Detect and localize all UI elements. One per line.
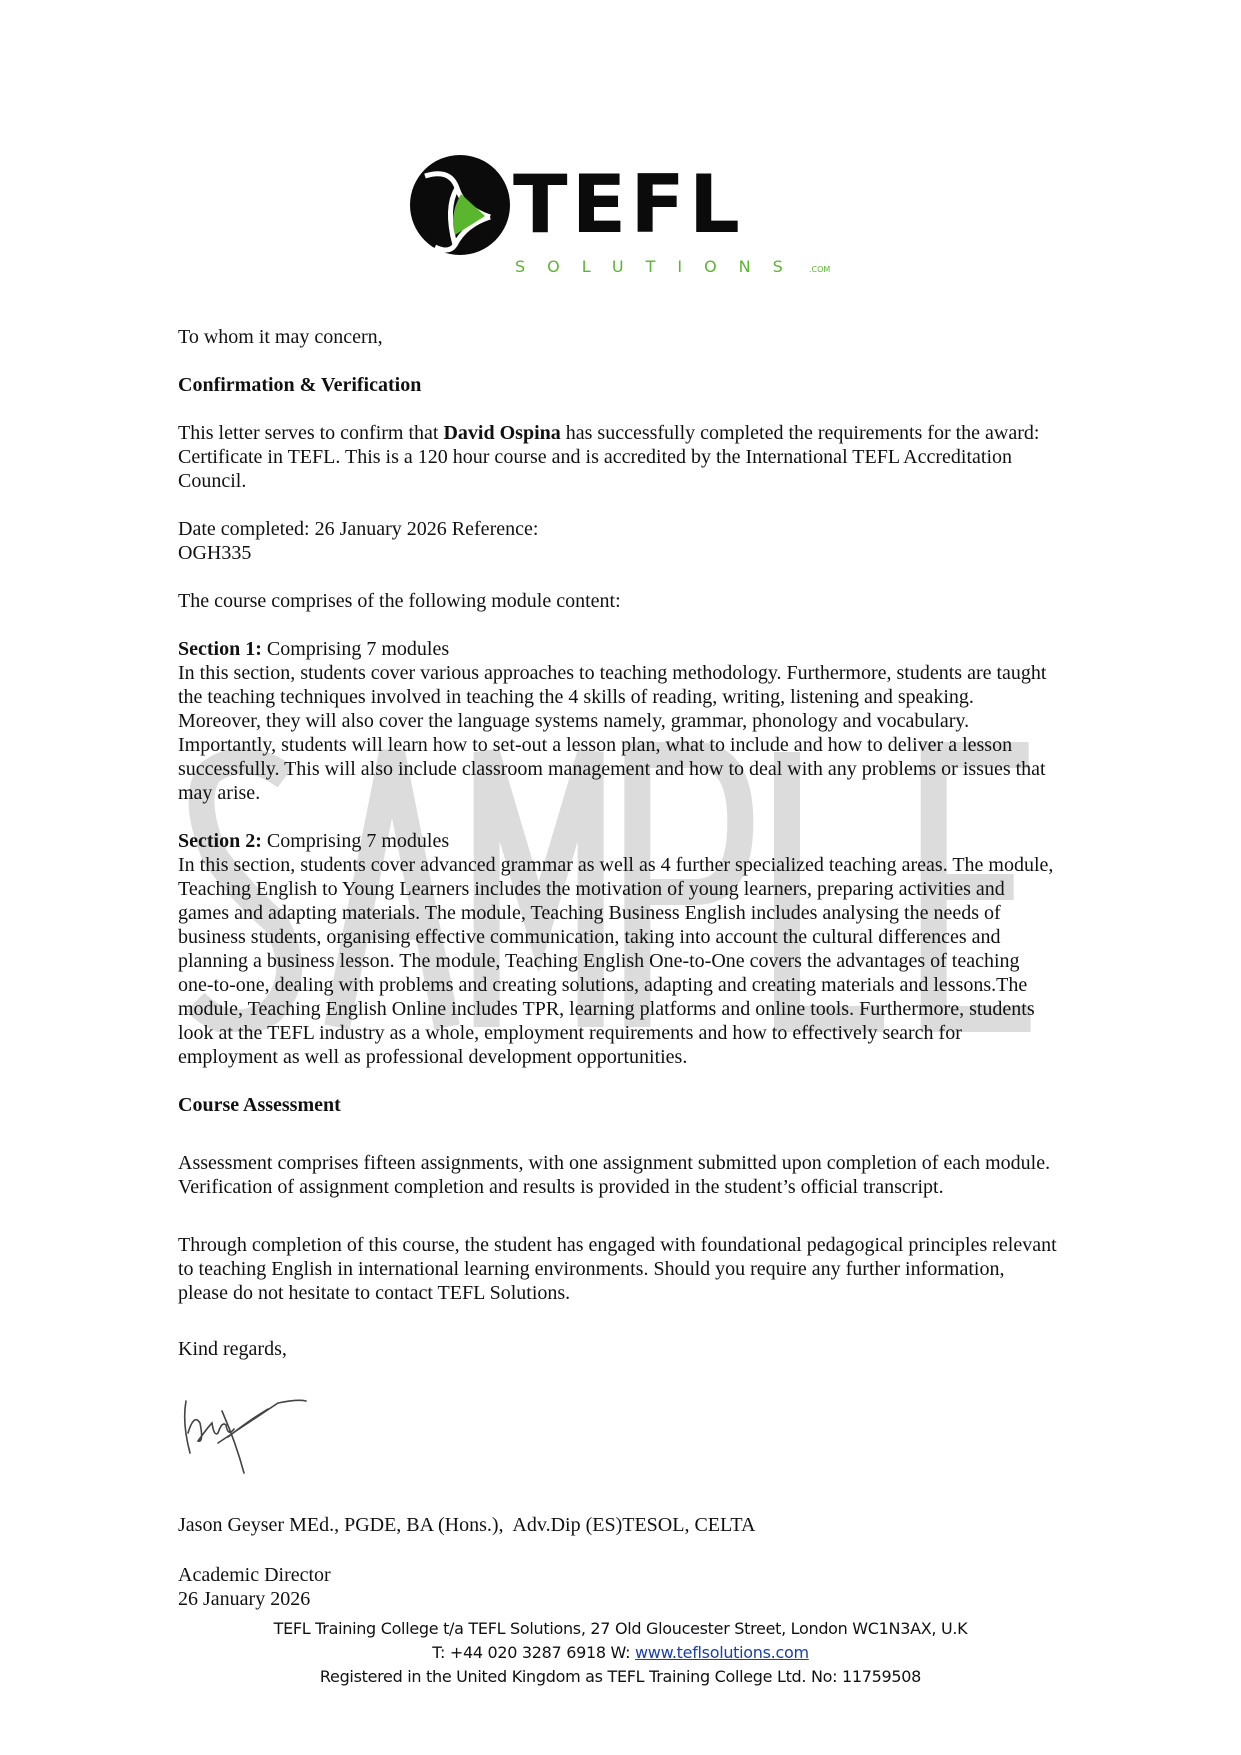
letter-body: [178, 325, 1058, 1611]
sign-off: Kind regards,: [178, 1338, 287, 1360]
closing-paragraph: Through completion of this course, the student has engaged with foundational pedagogical principles relevant to teaching English in international learning environments. Should you require any further information, please do not hesitate to contact TEFL Solutions.: [178, 1234, 1057, 1304]
assessment-heading: Course Assessment: [178, 1094, 341, 1116]
section-2-heading: [178, 829, 1058, 853]
signature-icon: [178, 1393, 318, 1483]
section-1-title: Comprising 7 modules: [261, 638, 450, 660]
logo-tagline-text: SOLUTIONS: [515, 257, 805, 276]
letter-footer: [0, 1617, 1241, 1689]
section-2-label: Section 2:: [178, 830, 262, 852]
footer-phone: T: +44 020 3287 6918 W:: [432, 1643, 635, 1662]
signatory-title: Academic Director: [178, 1564, 331, 1586]
student-name: David Ospina: [443, 422, 561, 444]
signature-image: [178, 1393, 1058, 1513]
footer-registration: Registered in the United Kingdom as TEFL Training College Ltd. No: 11759508: [319, 1667, 922, 1686]
section-2-title: Comprising 7 modules: [261, 830, 450, 852]
footer-address: TEFL Training College t/a TEFL Solutions, 27 Old Gloucester Street, London WC1N3AX, U.K: [273, 1619, 968, 1638]
reference-number: OGH335: [178, 542, 252, 564]
modules-intro: The course comprises of the following module content:: [178, 590, 621, 612]
logo-suffix-text: .COM: [809, 265, 831, 274]
date-completed: Date completed: 26 January 2026 Reference:: [178, 518, 539, 540]
tefl-solutions-logo: [405, 150, 845, 280]
section-1-heading: [178, 637, 1058, 661]
logo-brand-text: TEFL: [513, 158, 744, 251]
footer-contact: [0, 1641, 1241, 1665]
letter-heading: Confirmation & Verification: [178, 374, 422, 396]
salutation: To whom it may concern,: [178, 326, 383, 348]
website-link[interactable]: www.teflsolutions.com: [635, 1643, 809, 1662]
intro-text-after: has successfully completed the requirements for the award: Certificate in TEFL. This is a 120 hour course and is accredited by the International TEFL Accreditation Council.: [178, 422, 1040, 492]
logo-mark-icon: [410, 155, 510, 255]
signed-date: 26 January 2026: [178, 1588, 311, 1610]
logo-graphic: [405, 150, 845, 280]
intro-text-before: This letter serves to confirm that: [178, 422, 444, 444]
signatory-name: Jason Geyser MEd., PGDE, BA (Hons.), Adv.Dip (ES)TESOL, CELTA: [178, 1514, 756, 1536]
section-1-label: Section 1:: [178, 638, 262, 660]
section-1-body: In this section, students cover various approaches to teaching methodology. Furthermore, students are taught the teaching techniques involved in teaching the 4 skills of reading, writing, listening and speaking. Moreover, they will also cover the language systems namely, grammar, phonology and vocabulary. Importantly, students will learn how to set-out a lesson plan, what to include and how to deliver a lesson successfully. This will also include classroom management and how to deal with any problems or issues that may arise.: [178, 662, 1047, 804]
section-2-body: In this section, students cover advanced grammar as well as 4 further specialized teaching areas. The module, Teaching English to Young Learners includes the motivation of young learners, preparing activities and games and adapting materials. The module, Teaching Business English includes analysing the needs of business students, organising effective communication, taking into account the cultural differences and planning a business lesson. The module, Teaching English One-to-One covers the advantages of teaching one-to-one, dealing with problems and creating solutions, adapting and creating materials and lessons.The module, Teaching English Online includes TPR, learning platforms and online tools. Furthermore, students look at the TEFL industry as a whole, employment requirements and how to effectively search for employment as well as professional development opportunities.: [178, 854, 1054, 1068]
assessment-body: Assessment comprises fifteen assignments, with one assignment submitted upon completion of each module. Verification of assignment completion and results is provided in the student’s official transcript.: [178, 1152, 1051, 1198]
intro-paragraph: [178, 421, 1058, 493]
